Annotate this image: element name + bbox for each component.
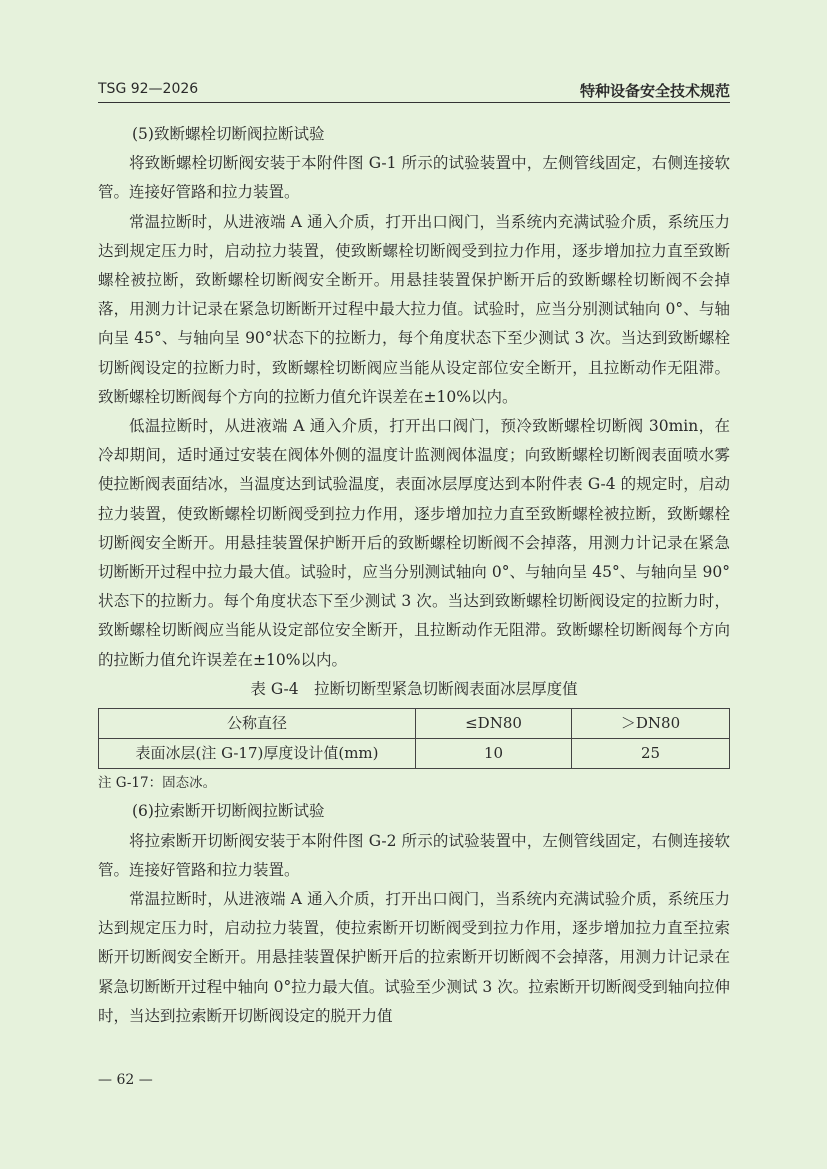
table-cell: 10 bbox=[416, 739, 572, 769]
table-header-cell: 公称直径 bbox=[99, 709, 416, 739]
paragraph: 常温拉断时，从进液端 A 通入介质，打开出口阀门，当系统内充满试验介质，系统压力达到规定压力时，启动拉力装置，使拉索断开切断阀受到拉力作用，逐步增加拉力直至拉索断开切断阀安全断开。用悬挂装置保护断开后的拉索断开切断阀不会掉落，用测力计记录在紧急切断断开过程中轴向 0°拉力最大值。试验至少测试 3 次。拉索断开切断阀受到轴向拉伸时，当达到拉索断开切断阀设定的脱开力值 bbox=[98, 890, 730, 1025]
table-caption: 表 G-4 拉断切断型紧急切断阀表面冰层厚度值 bbox=[250, 679, 578, 698]
table-header-cell: ≤DN80 bbox=[416, 709, 572, 739]
ice-thickness-table bbox=[98, 708, 730, 769]
table-header-row bbox=[99, 709, 730, 739]
paragraph: 将拉索断开切断阀安装于本附件图 G-2 所示的试验装置中，左侧管线固定，右侧连接软管。连接好管路和拉力装置。 bbox=[98, 831, 730, 879]
paragraph: 低温拉断时，从进液端 A 通入介质，打开出口阀门，预冷致断螺栓切断阀 30min，在冷却期间，适时通过安装在阀体外侧的温度计监测阀体温度；向致断螺栓切断阀表面喷水雾使拉断阀表面结冰，当温度达到试验温度，表面冰层厚度达到本附件表 G-4 的规定时，启动拉力装置，使致断螺栓切断阀受到拉力作用，逐步增加拉力直至致断螺栓被拉断，致断螺栓切断阀安全断开。用悬挂装置保护断开后的致断螺栓切断阀不会掉落，用测力计记录在紧急切断断开过程中拉力最大值。试验时，应当分别测试轴向 0°、与轴向呈 45°、与轴向呈 90°状态下的拉断力。每个角度状态下至少测试 3 次。当达到致断螺栓切断阀设定的拉断力时，致断螺栓切断阀应当能从设定部位安全断开，且拉断动作无阻滞。致断螺栓切断阀每个方向的拉断力值允许误差在±10%以内。 bbox=[98, 417, 730, 669]
table-note: 注 G-17：固态冰。 bbox=[98, 775, 217, 792]
page-header bbox=[98, 78, 730, 103]
table-cell: 25 bbox=[572, 739, 730, 769]
paragraph: 常温拉断时，从进液端 A 通入介质，打开出口阀门，当系统内充满试验介质，系统压力达到规定压力时，启动拉力装置，使致断螺栓切断阀受到拉力作用，逐步增加拉力直至致断螺栓被拉断，致断螺栓切断阀安全断开。用悬挂装置保护断开后的致断螺栓切断阀不会掉落，用测力计记录在紧急切断断开过程中最大拉力值。试验时，应当分别测试轴向 0°、与轴向呈 45°、与轴向呈 90°状态下的拉断力，每个角度状态下至少测试 3 次。当达到致断螺栓切断阀设定的拉断力时，致断螺栓切断阀应当能从设定部位安全断开，且拉断动作无阻滞。致断螺栓切断阀每个方向的拉断力值允许误差在±10%以内。 bbox=[98, 212, 730, 406]
page-number: — 62 — bbox=[98, 1072, 153, 1088]
standard-code: TSG 92—2026 bbox=[98, 81, 199, 97]
document-body bbox=[98, 120, 730, 1031]
table-header-cell: ＞DN80 bbox=[572, 709, 730, 739]
section-title: (5)致断螺栓切断阀拉断试验 bbox=[132, 125, 325, 143]
section-title: (6)拉索断开切断阀拉断试验 bbox=[132, 802, 325, 821]
header-title: 特种设备安全技术规范 bbox=[579, 82, 730, 100]
paragraph: 将致断螺栓切断阀安装于本附件图 G-1 所示的试验装置中，左侧管线固定，右侧连接软管。连接好管路和拉力装置。 bbox=[98, 154, 730, 202]
table-cell: 表面冰层(注 G-17)厚度设计值(mm) bbox=[99, 739, 416, 769]
table-row bbox=[99, 739, 730, 769]
